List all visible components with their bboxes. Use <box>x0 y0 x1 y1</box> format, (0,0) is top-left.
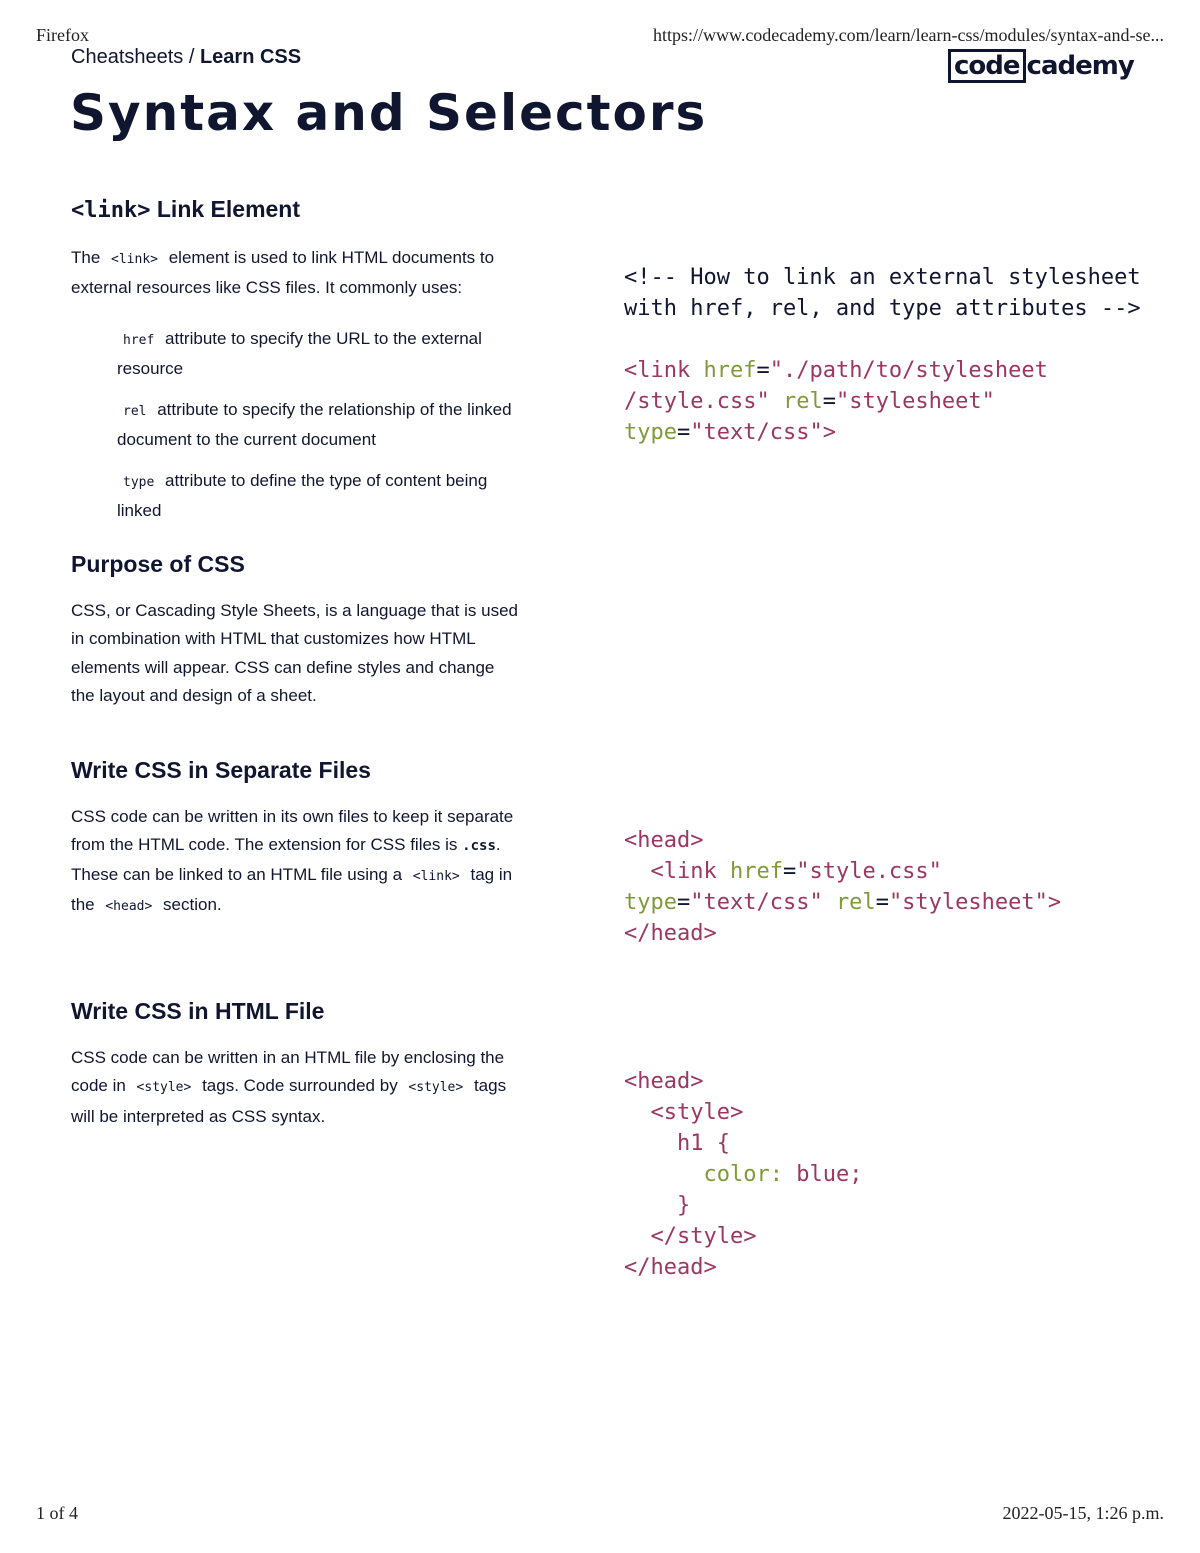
code-attr: type <box>624 890 677 915</box>
section-heading: Write CSS in HTML File <box>71 998 325 1024</box>
inline-code: <style> <box>408 1080 464 1096</box>
code-tag: </style> <box>650 1224 757 1249</box>
text-run: tags will be interpreted as CSS syntax. <box>71 1076 507 1126</box>
section-heading: Purpose of CSS <box>71 551 245 577</box>
list-item <box>117 325 521 383</box>
text-run: . These can be linked to an HTML file using a <box>71 835 501 884</box>
print-header <box>36 25 1164 46</box>
list-item-text: attribute to specify the relationship of the linked document to the current document <box>117 399 512 449</box>
code-eq: = <box>822 389 836 414</box>
breadcrumb <box>71 46 301 69</box>
code-attr: type <box>624 420 677 445</box>
inline-code: .css <box>462 838 496 855</box>
list-item-text: attribute to define the type of content being linked <box>117 470 488 520</box>
code-eq: = <box>676 420 691 445</box>
code-eq: = <box>782 859 797 884</box>
section-purpose-of-css <box>71 549 521 710</box>
list-item <box>117 467 521 525</box>
section-css-in-html <box>71 996 521 1131</box>
print-timestamp: 2022-05-15, 1:26 p.m. <box>1002 1503 1164 1523</box>
section-body <box>71 244 521 303</box>
code-brace: } <box>676 1193 691 1218</box>
code-value: /style.css" <box>624 389 770 414</box>
inline-code: type <box>123 474 155 490</box>
inline-code: <link> <box>111 252 158 267</box>
heading-code: <link> <box>71 198 151 223</box>
code-tag: <style> <box>650 1100 744 1125</box>
code-value: "text/css" <box>690 420 823 445</box>
section-body: CSS, or Cascading Style Sheets, is a language that is used in combination with HTML that customizes how HTML elements will appear. CSS can define styles and change the layout and design of a sheet. <box>71 601 518 705</box>
list-item <box>117 396 521 454</box>
codecademy-logo[interactable] <box>948 48 1134 84</box>
code-tag: <link <box>624 358 691 383</box>
code-eq: = <box>756 358 770 383</box>
logo-cademy: cademy <box>1026 51 1134 81</box>
print-browser: Firefox <box>36 25 89 45</box>
code-tag: </head> <box>624 1255 717 1280</box>
code-value: "stylesheet" <box>888 890 1048 915</box>
code-block-separate <box>624 825 1061 949</box>
print-footer <box>36 1503 1164 1524</box>
code-comment: <!-- How to link an external stylesheet <box>624 265 1141 290</box>
code-attr: href <box>703 358 757 383</box>
code-block-inline <box>624 1066 862 1283</box>
breadcrumb-separator: / <box>183 46 200 68</box>
code-value: "./path/to/stylesheet <box>769 358 1048 383</box>
code-value: blue; <box>782 1162 863 1187</box>
code-eq: = <box>676 890 691 915</box>
section-heading: Write CSS in Separate Files <box>71 757 371 783</box>
text-run: element is used to link HTML documents to external resources like CSS files. It commonly uses: <box>71 248 495 298</box>
inline-code: <head> <box>105 898 153 914</box>
attribute-list <box>71 325 521 525</box>
text-run: section. <box>158 894 222 914</box>
code-comment: with href, rel, and type attributes --> <box>624 296 1141 321</box>
code-tag: > <box>822 420 836 445</box>
text-run: CSS code can be written in an HTML file by enclosing the code in <box>71 1048 505 1096</box>
code-eq: = <box>875 890 889 915</box>
inline-code: <link> <box>412 868 460 884</box>
code-tag: </head> <box>624 921 717 946</box>
text-run: The <box>71 248 106 267</box>
breadcrumb-root[interactable]: Cheatsheets <box>71 46 184 68</box>
section-link-element <box>71 194 521 538</box>
inline-code: rel <box>123 403 147 419</box>
text-run: tags. Code surrounded by <box>197 1076 403 1096</box>
section-heading <box>71 194 521 226</box>
inline-code: href <box>123 332 155 348</box>
heading-text: Link Element <box>150 196 301 222</box>
inline-code: <style> <box>136 1080 192 1096</box>
page-count: 1 of 4 <box>36 1503 78 1523</box>
code-block-link <box>624 262 1141 448</box>
page-title: Syntax and Selectors <box>70 84 708 142</box>
text-run: tag in the <box>71 864 513 914</box>
section-separate-files <box>71 755 521 921</box>
logo-code: code <box>948 49 1026 83</box>
code-tag: <head> <box>624 828 704 853</box>
list-item-text: attribute to specify the URL to the external resource <box>117 328 482 378</box>
code-attr: href <box>729 859 783 884</box>
section-body <box>71 803 521 921</box>
code-property: color: <box>703 1162 783 1187</box>
code-tag: <link <box>650 859 717 884</box>
print-url: https://www.codecademy.com/learn/learn-css/modules/syntax-and-se... <box>652 25 1164 45</box>
code-attr: rel <box>835 890 876 915</box>
breadcrumb-current[interactable]: Learn CSS <box>199 46 302 68</box>
code-tag: <head> <box>624 1069 704 1094</box>
code-value: "text/css" <box>690 890 823 915</box>
section-body <box>71 1044 521 1131</box>
code-value: "stylesheet" <box>835 389 995 414</box>
text-run: CSS code can be written in its own files to keep it separate from the HTML code. The extension for CSS files is <box>71 807 514 855</box>
code-tag: > <box>1047 890 1062 915</box>
code-selector: h1 { <box>676 1131 730 1156</box>
code-attr: rel <box>782 389 823 414</box>
code-value: "style.css" <box>796 859 942 884</box>
